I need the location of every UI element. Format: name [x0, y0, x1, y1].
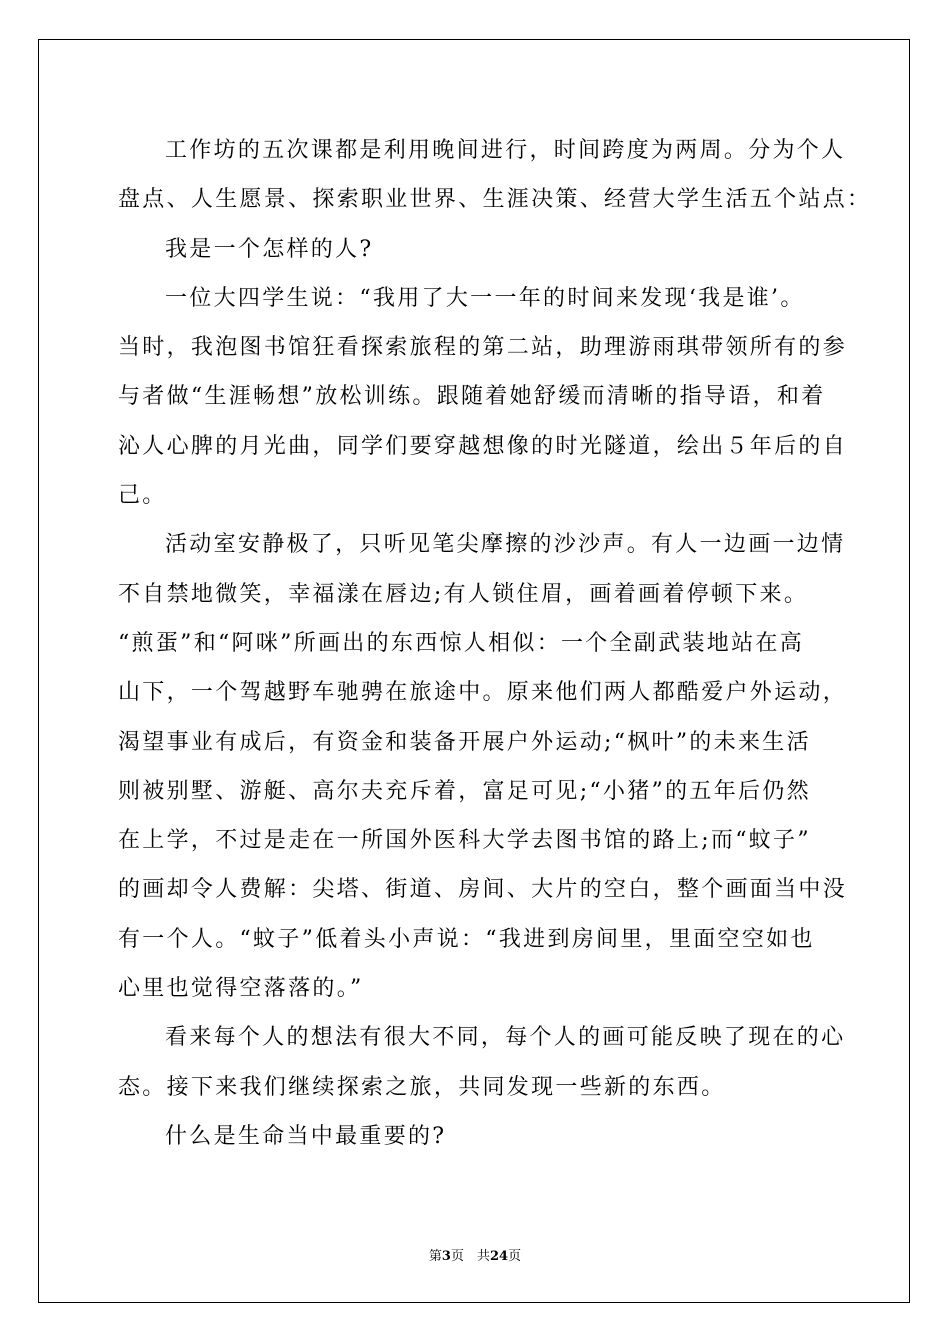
- paragraph-line: 渴望事业有成后，有资金和装备开展户外运动;“枫叶”的未来生活: [118, 729, 811, 755]
- paragraph-line: 看来每个人的想法有很大不同，每个人的画可能反映了现在的心: [165, 1025, 846, 1051]
- paragraph-line: 活动室安静极了，只听见笔尖摩擦的沙沙声。有人一边画一边情: [165, 532, 846, 558]
- page-suffix: 页: [508, 1249, 522, 1264]
- paragraph-line: 心里也觉得空落落的。”: [118, 976, 364, 1002]
- document-body: [118, 126, 872, 1161]
- paragraph-line: 当时，我泡图书馆狂看探索旅程的第二站，助理游雨琪带领所有的参: [118, 335, 848, 361]
- paragraph-line: 盘点、人生愿景、探索职业世界、生涯决策、经营大学生活五个站点：: [118, 187, 872, 213]
- paragraph-line: “煎蛋”和“阿咪”所画出的东西惊人相似：一个全副武装地站在高: [118, 630, 804, 656]
- current-page-number: 3: [441, 1249, 451, 1264]
- page-footer: [0, 1248, 950, 1266]
- page-mid: 页 共: [450, 1249, 490, 1264]
- paragraph-line: 不自禁地微笑，幸福漾在唇边;有人锁住眉，画着画着停顿下来。: [118, 581, 809, 607]
- paragraph-line: 有一个人。“蚊子”低着头小声说：“我进到房间里，里面空空如也: [118, 926, 815, 952]
- paragraph-line: 工作坊的五次课都是利用晚间进行，时间跨度为两周。分为个人: [165, 138, 846, 163]
- section-question: 我是一个怎样的人?: [165, 236, 374, 262]
- page-prefix: 第: [428, 1249, 442, 1264]
- paragraph-line: 态。接下来我们继续探索之旅，共同发现一些新的东西。: [118, 1074, 726, 1100]
- paragraph-line: 则被别墅、游艇、高尔夫充斥着，富足可见;“小猪”的五年后仍然: [118, 778, 811, 804]
- section-question: 什么是生命当中最重要的?: [165, 1123, 447, 1149]
- total-pages-number: 24: [489, 1249, 509, 1264]
- paragraph-line: 山下，一个驾越野车驰骋在旅途中。原来他们两人都酷爱户外运动，: [118, 680, 848, 706]
- paragraph-line: 沁人心脾的月光曲，同学们要穿越想像的时光隧道，绘出５年后的自: [118, 433, 848, 459]
- paragraph-line: 己。: [118, 483, 167, 509]
- paragraph-line: 与者做“生涯畅想”放松训练。跟随着她舒缓而清晰的指导语，和着: [118, 384, 826, 410]
- paragraph-line: 一位大四学生说：“我用了大一一年的时间来发现‘我是谁’。: [165, 285, 805, 311]
- paragraph-line: 的画却令人费解：尖塔、街道、房间、大片的空白，整个画面当中没: [118, 877, 848, 903]
- paragraph-line: 在上学，不过是走在一所国外医科大学去图书馆的路上;而“蚊子”: [118, 828, 811, 854]
